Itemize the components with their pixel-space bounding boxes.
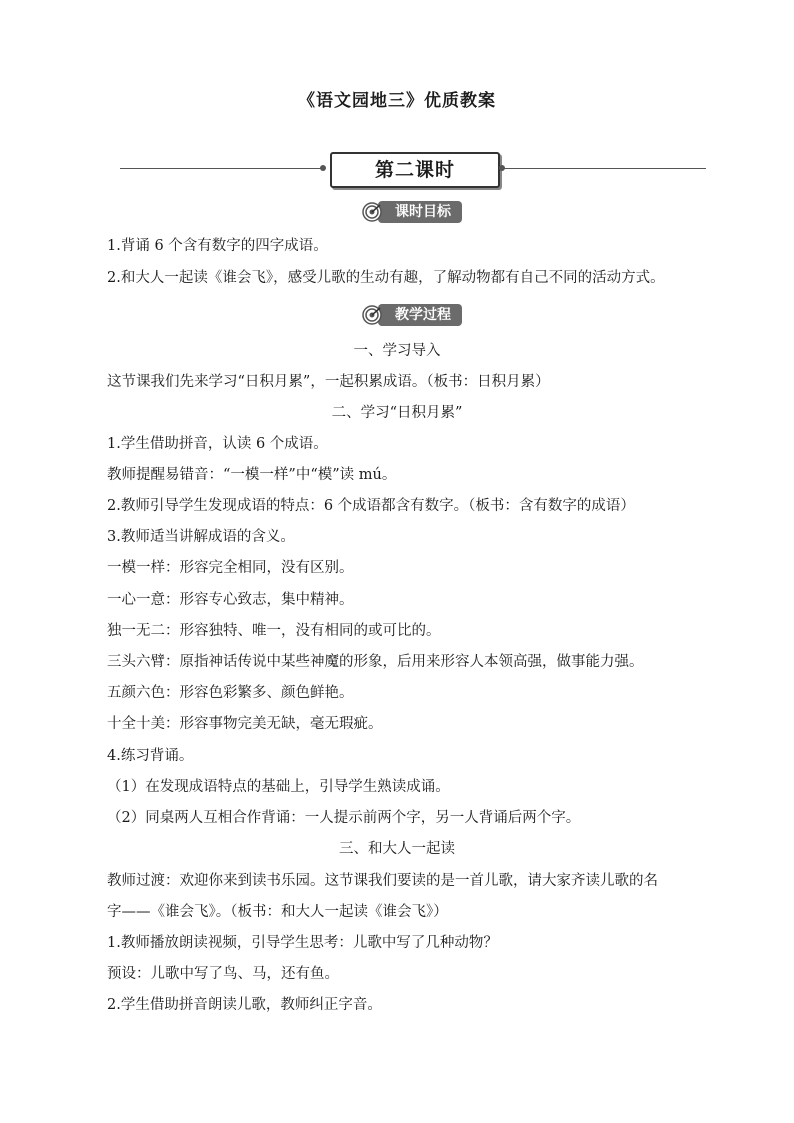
paragraph-line: 这节课我们先来学习“日积月累”，一起积累成语。（板书：日积月累）: [107, 374, 550, 390]
goal-tag-label: 课时目标: [378, 201, 462, 223]
banner-divider-left: [120, 168, 323, 169]
banner-divider-right: [500, 168, 706, 169]
paragraph-line: 教师提醒易错音：“一模一样”中“模”读 mú。: [107, 467, 397, 483]
banner-dot-left: [320, 165, 326, 171]
paragraph-line: 三头六臂：原指神话传说中某些神魔的形象，后用来形容人本领高强，做事能力强。: [107, 654, 644, 670]
process-tag-label: 教学过程: [378, 304, 462, 326]
document-title: 《语文园地三》优质教案: [298, 91, 496, 111]
goal-line: 1.背诵 6 个含有数字的四字成语。: [107, 238, 328, 254]
paragraph-line: 4.练习背诵。: [107, 748, 194, 764]
paragraph-line: 1.教师播放朗读视频，引导学生思考：儿歌中写了几种动物？: [107, 935, 498, 951]
goal-section-tag: [362, 201, 462, 223]
paragraph-line: 独一无二：形容独特、唯一，没有相同的或可比的。: [107, 623, 441, 639]
paragraph-line: 一心一意：形容专心致志，集中精神。: [107, 592, 354, 608]
lesson-banner: [120, 152, 706, 186]
section-heading: 三、和大人一起读: [339, 841, 455, 857]
process-section-tag: [362, 304, 462, 326]
paragraph-line: 五颜六色：形容色彩繁多、颜色鲜艳。: [107, 685, 354, 701]
section-heading: 一、学习导入: [353, 343, 441, 359]
paragraph-line: 一模一样：形容完全相同，没有区别。: [107, 560, 354, 576]
target-icon: [362, 305, 382, 325]
paragraph-line: 十全十美：形容事物完美无缺，毫无瑕疵。: [107, 716, 383, 732]
paragraph-line: （2）同桌两人互相合作背诵：一人提示前两个字，另一人背诵后两个字。: [107, 810, 581, 826]
section-heading: 二、学习“日积月累”: [331, 405, 463, 421]
paragraph-line: （1）在发现成语特点的基础上，引导学生熟读成诵。: [107, 779, 450, 795]
goal-line: 2.和大人一起读《谁会飞》，感受儿歌的生动有趣，了解动物都有自己不同的活动方式。: [107, 270, 665, 286]
paragraph-line: 教师过渡：欢迎你来到读书乐园。这节课我们要读的是一首儿歌，请大家齐读儿歌的名: [107, 873, 658, 889]
lesson-banner-title: 第二课时: [330, 152, 500, 188]
paragraph-line: 3.教师适当讲解成语的含义。: [107, 529, 295, 545]
paragraph-line: 字——《谁会飞》。（板书：和大人一起读《谁会飞》）: [107, 904, 448, 920]
target-icon: [362, 202, 382, 222]
paragraph-line: 2.教师引导学生发现成语的特点：6 个成语都含有数字。（板书：含有数字的成语）: [107, 498, 635, 514]
paragraph-line: 2.学生借助拼音朗读儿歌，教师纠正字音。: [107, 997, 382, 1013]
paragraph-line: 1.学生借助拼音，认读 6 个成语。: [107, 436, 328, 452]
paragraph-line: 预设：儿歌中写了鸟、马，还有鱼。: [107, 966, 339, 982]
